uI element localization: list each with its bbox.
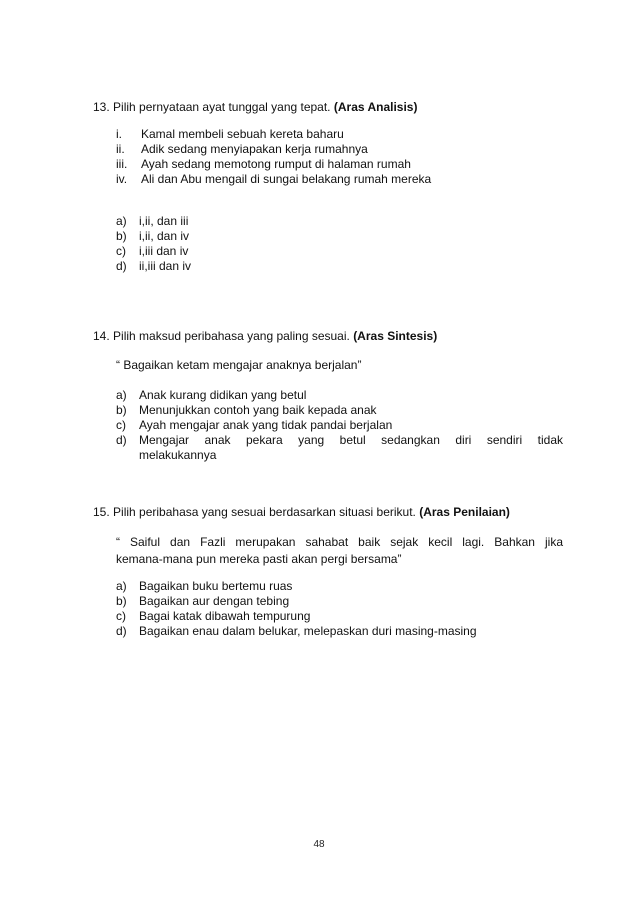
statement-item: iv. Ali dan Abu mengail di sungai belakang rumah mereka [116,172,432,186]
answer-option-b[interactable]: b) i,ii, dan iv [116,229,190,243]
answer-option-b[interactable]: b) Bagaikan aur dengan tebing [116,594,290,608]
statement-item: i. Kamal membeli sebuah kereta baharu [116,127,344,141]
answer-option-c[interactable]: c) Bagai katak dibawah tempurung [116,609,311,623]
answer-option-a[interactable]: a) Bagaikan buku bertemu ruas [116,579,293,593]
question-text: Pilih pernyataan ayat tunggal yang tepat. [113,100,331,114]
answer-option-d[interactable]: d) ii,iii dan iv [116,259,192,273]
answer-options [116,388,563,463]
question-text: Pilih maksud peribahasa yang paling sesuai. [113,329,350,343]
question-14-title [93,329,563,344]
answer-option-b[interactable]: b) Menunjukkan contoh yang baik kepada anak [116,403,377,417]
answer-options [116,214,563,274]
answer-option-c[interactable]: c) Ayah mengajar anak yang tidak pandai berjalan [116,418,393,432]
answer-option-a[interactable]: a) i,ii, dan iii [116,214,189,228]
question-level: (Aras Sintesis) [353,329,438,343]
answer-option-d[interactable]: d) Bagaikan enau dalam belukar, melepaskan duri masing-masing [116,624,477,638]
question-15 [93,505,563,639]
question-number: 14. [93,329,110,343]
question-level: (Aras Analisis) [333,100,418,114]
situation-quote: “ Saiful dan Fazli merupakan sahabat baik sejak kecil lagi. Bahkan jika kemana-mana pun mereka pasti akan pergi bersama” [116,535,563,566]
proverb-quote: “ Bagaikan ketam mengajar anaknya berjalan” [116,358,362,372]
question-15-title [93,505,563,520]
statement-item: ii. Adik sedang menyiapakan kerja rumahnya [116,142,368,156]
answer-options [116,579,563,639]
page-number: 48 [313,839,325,850]
question-14 [93,329,563,463]
answer-option-c[interactable]: c) i,iii dan iv [116,244,189,258]
question-level: (Aras Penilaian) [419,505,510,519]
answer-option-d[interactable]: d) Mengajar anak pekara yang betul sedangkan diri sendiri tidak melakukannya [116,433,563,462]
statement-item: iii. Ayah sedang memotong rumput di halaman rumah [116,157,411,171]
question-number: 15. [93,505,110,519]
question-13-title [93,100,563,115]
question-13 [93,100,563,274]
question-text: Pilih peribahasa yang sesuai berdasarkan situasi berikut. [113,505,416,519]
answer-option-a[interactable]: a) Anak kurang didikan yang betul [116,388,307,402]
question-number: 13. [93,100,110,114]
statement-list [116,127,563,187]
